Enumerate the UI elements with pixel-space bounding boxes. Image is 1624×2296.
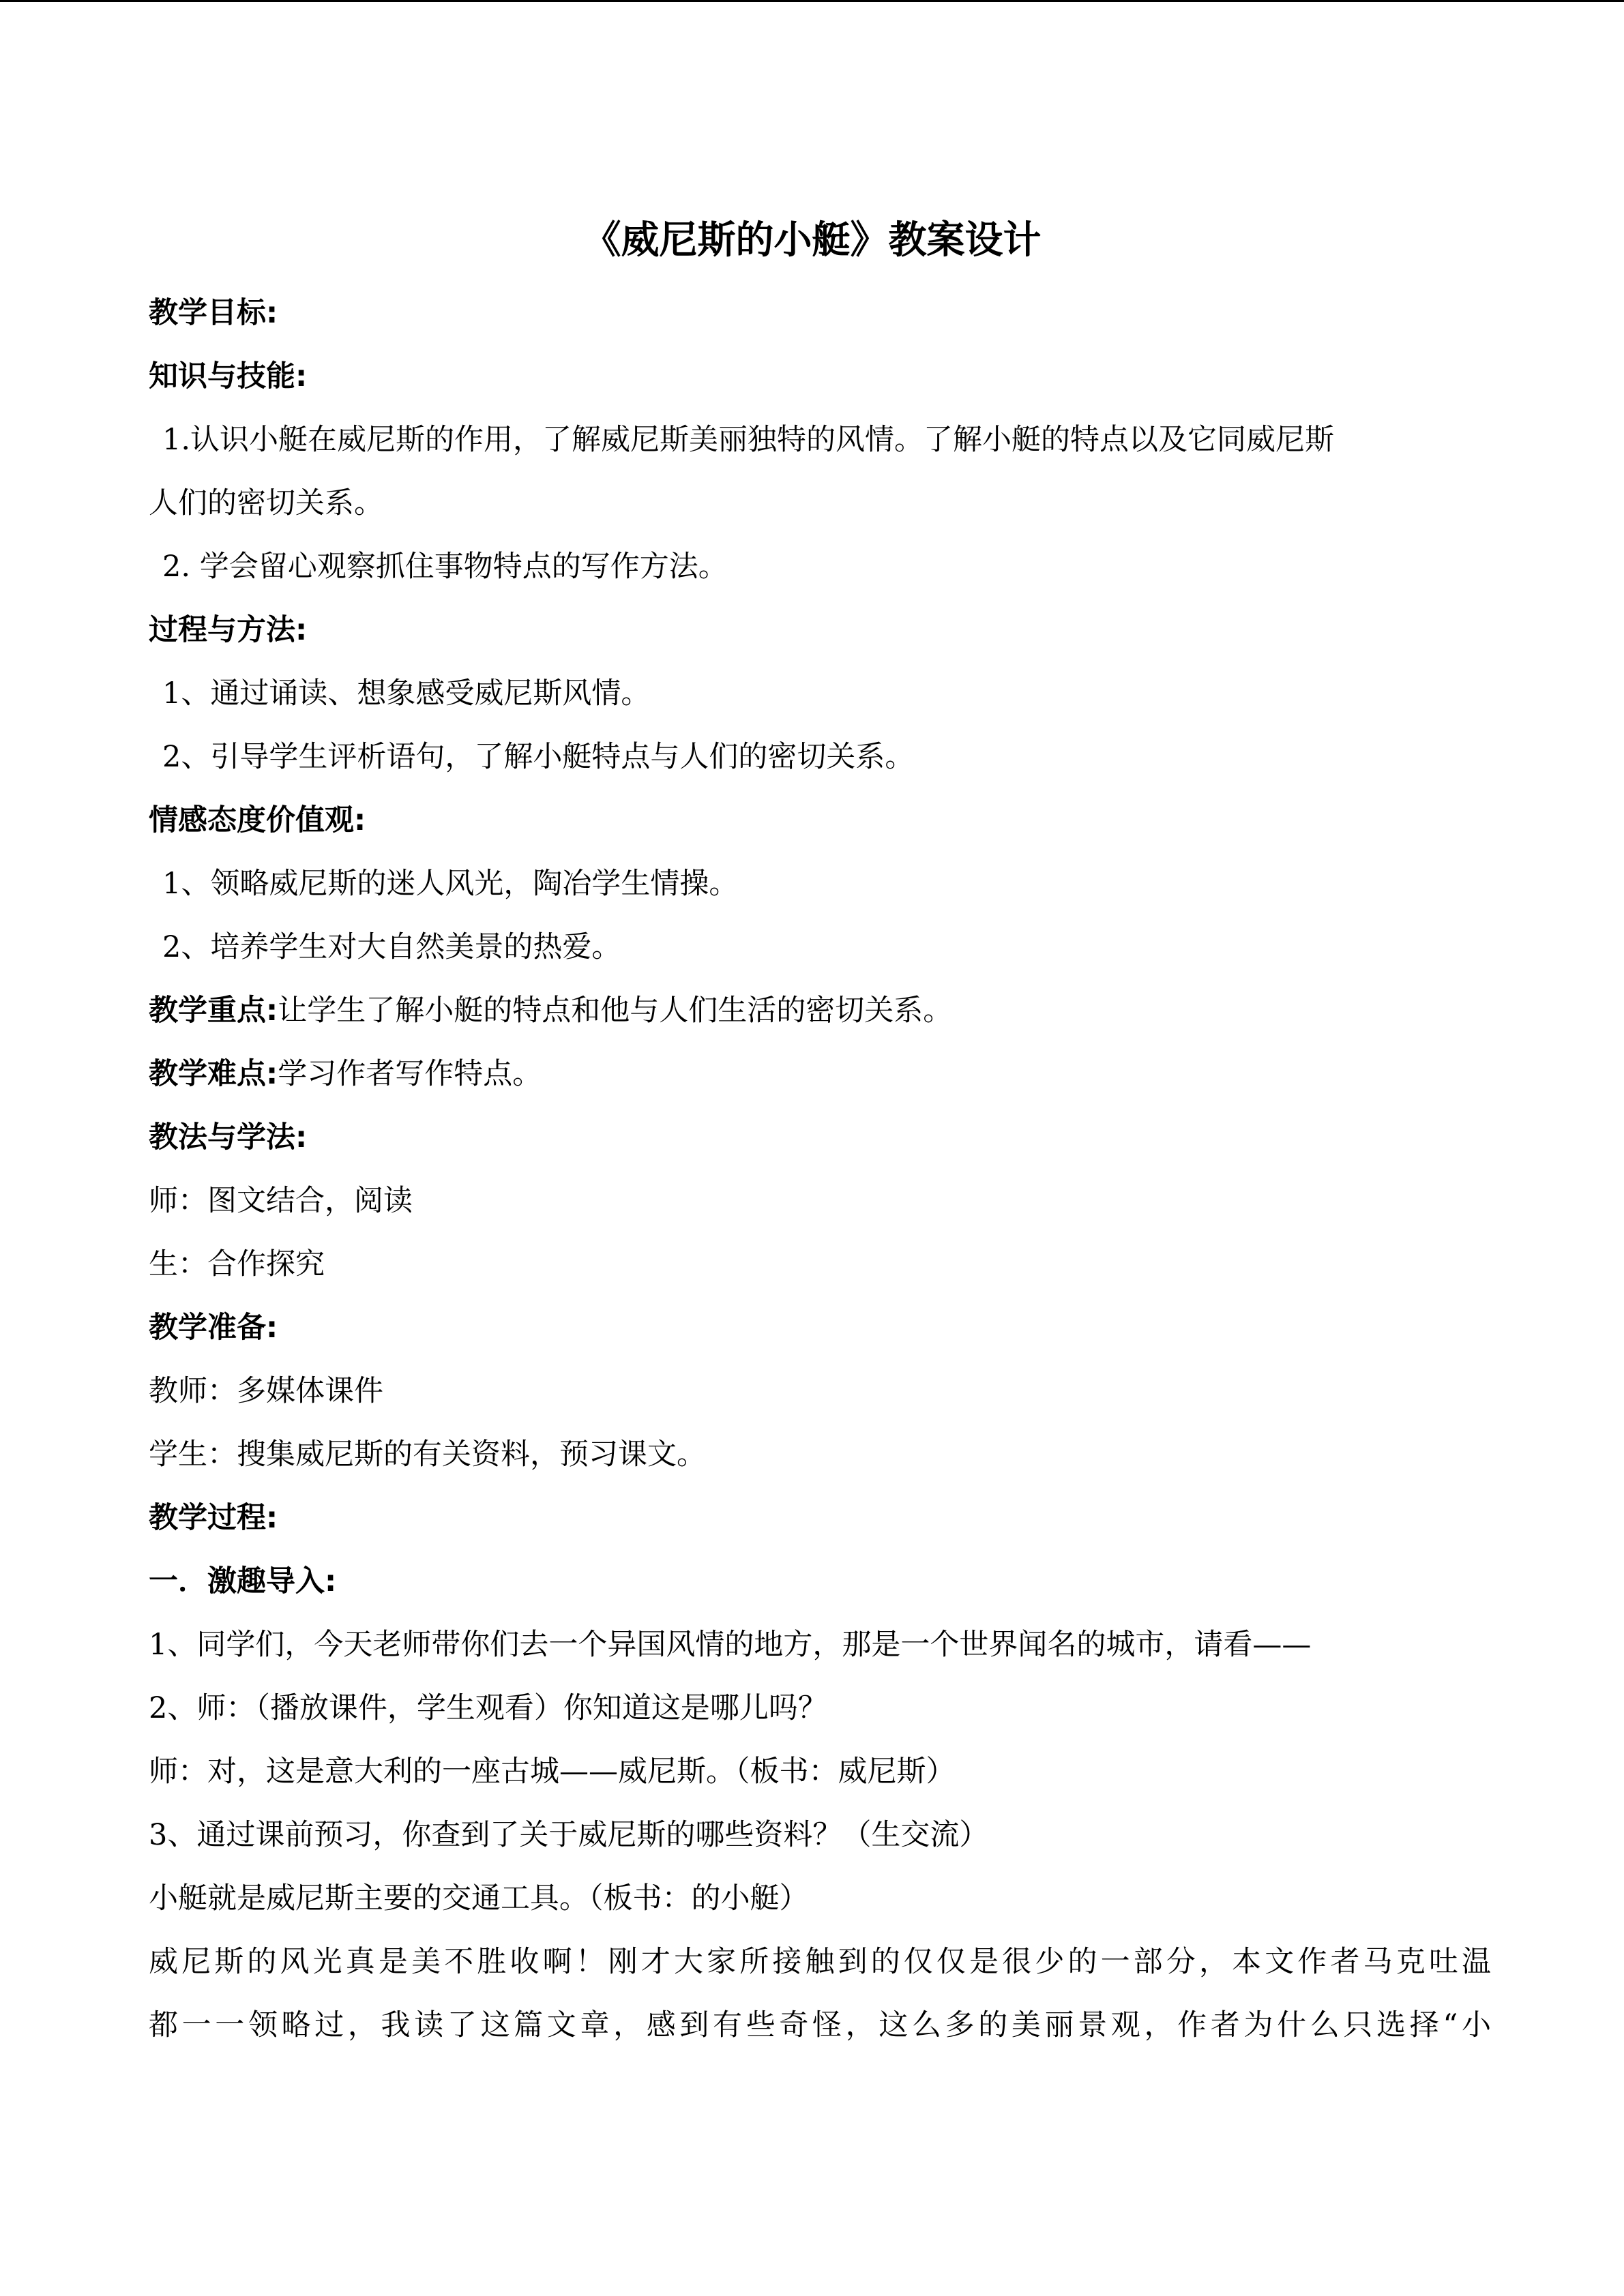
paragraph-line-1: 威尼斯的风光真是美不胜收啊！刚才大家所接触到的仅仅是很少的一部分，本文作者马克吐温 — [149, 1945, 1491, 1979]
knowledge-item-1a: 1.认识小艇在威尼斯的作用，了解威尼斯美丽独特的风情。了解小艇的特点以及它同威尼斯 — [162, 423, 1335, 457]
difficulty-label: 教学难点: — [149, 1057, 278, 1091]
knowledge-item-2: 2. 学会留心观察抓住事物特点的写作方法。 — [162, 550, 728, 584]
page-title: 《威尼斯的小艇》教案设计 — [582, 218, 1042, 263]
step-3: 3、通过课前预习，你查到了关于威尼斯的哪些资料？（生交流） — [149, 1818, 989, 1852]
goals-heading: 教学目标: — [149, 296, 278, 330]
knowledge-heading: 知识与技能: — [149, 359, 308, 393]
knowledge-item-1b: 人们的密切关系。 — [149, 486, 383, 520]
preparation-heading: 教学准备: — [149, 1311, 278, 1345]
key-point-label: 教学重点: — [149, 994, 278, 1028]
preparation-teacher: 教师：多媒体课件 — [149, 1374, 383, 1408]
emotion-item-1: 1、领略威尼斯的迷人风光，陶冶学生情操。 — [162, 867, 739, 901]
emotion-heading: 情感态度价值观: — [149, 803, 366, 837]
step-2: 2、师：（播放课件，学生观看）你知道这是哪儿吗？ — [149, 1691, 827, 1725]
methods-heading: 教法与学法: — [149, 1120, 308, 1154]
emotion-item-2: 2、培养学生对大自然美景的热爱。 — [162, 930, 621, 964]
step-1: 1、同学们，今天老师带你们去一个异国风情的地方，那是一个世界闻名的城市，请看—— — [149, 1628, 1312, 1662]
preparation-student: 学生：搜集威尼斯的有关资料，预习课文。 — [149, 1437, 706, 1472]
process-method-item-2: 2、引导学生评析语句，了解小艇特点与人们的密切关系。 — [162, 740, 915, 774]
key-point-text: 让学生了解小艇的特点和他与人们生活的密切关系。 — [278, 994, 953, 1028]
teacher-answer: 师：对，这是意大利的一座古城——威尼斯。（板书：威尼斯） — [149, 1755, 956, 1789]
difficulty-line — [149, 1054, 542, 1094]
process-method-heading: 过程与方法: — [149, 613, 308, 647]
methods-student: 生：合作探究 — [149, 1247, 325, 1281]
section-1-heading: 一．激趣导入: — [149, 1564, 337, 1598]
difficulty-text: 学习作者写作特点。 — [278, 1057, 542, 1091]
process-method-item-1: 1、通过诵读、想象感受威尼斯风情。 — [162, 676, 651, 711]
methods-teacher: 师：图文结合，阅读 — [149, 1184, 413, 1218]
key-point-line — [149, 990, 952, 1031]
page-top-border — [0, 0, 1624, 2]
teaching-process-heading: 教学过程: — [149, 1501, 278, 1535]
paragraph-line-2: 都一一领略过，我读了这篇文章，感到有些奇怪，这么多的美丽景观，作者为什么只选择“小 — [149, 2008, 1491, 2042]
boat-line: 小艇就是威尼斯主要的交通工具。（板书：的小艇） — [149, 1881, 809, 1915]
